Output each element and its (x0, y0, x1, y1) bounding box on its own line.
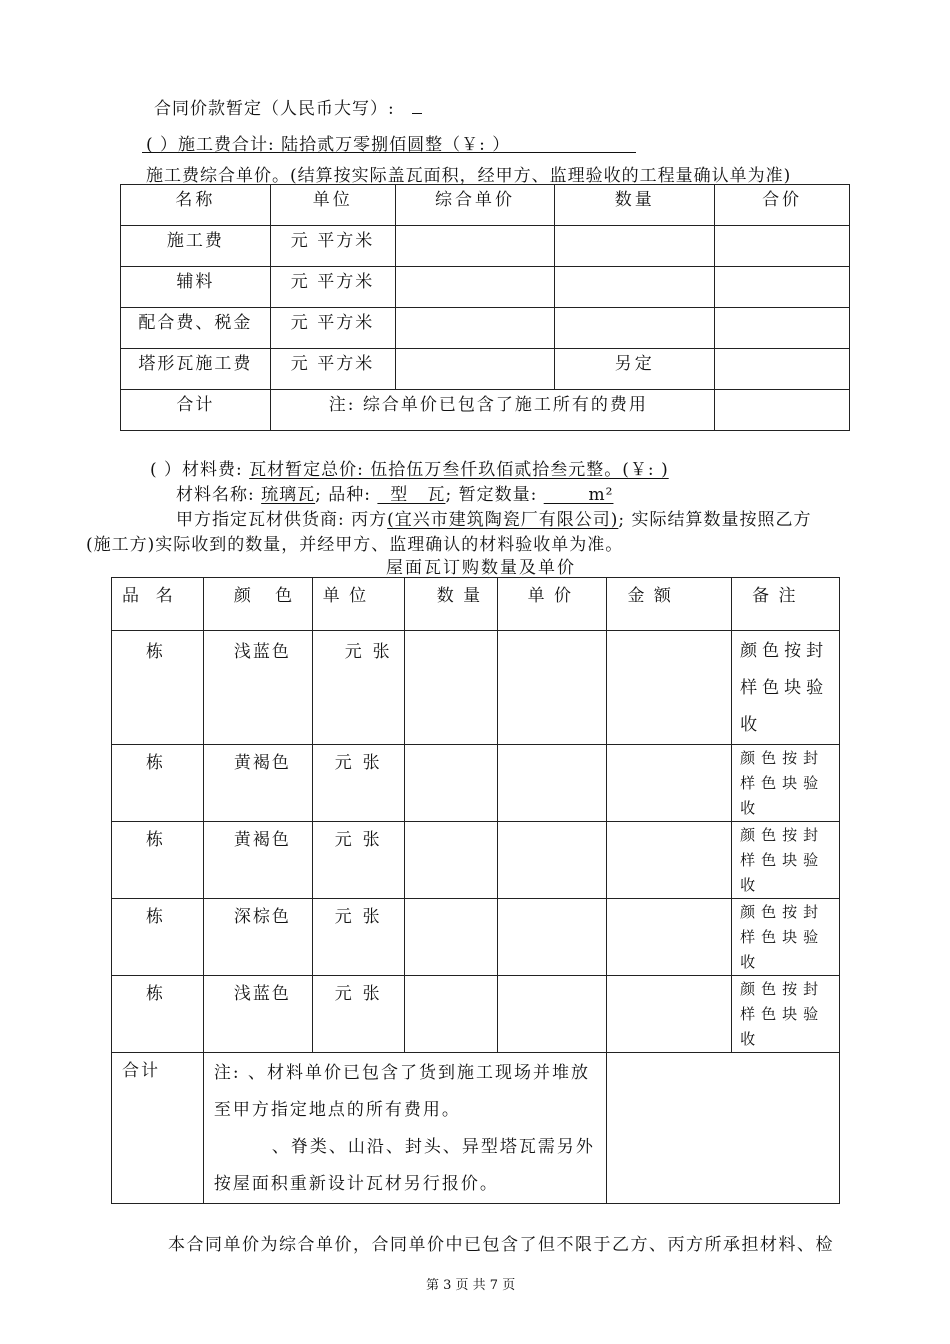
tile-color: 黄褐色 (203, 745, 312, 822)
tile-unit-price (497, 822, 607, 899)
header-unit: 单 位 (312, 578, 404, 631)
row-name: 辅料 (121, 267, 271, 308)
header-color: 颜 色 (203, 578, 312, 631)
row-total (715, 349, 850, 390)
tile-amount (607, 976, 732, 1053)
construction-fee-line: ( ）施工费合计: 陆拾贰万零捌佰圆整（￥: ） (146, 135, 511, 155)
row-name: 塔形瓦施工费 (121, 349, 271, 390)
header-unit-price: 单 价 (497, 578, 607, 631)
tile-unit: 元 张 (312, 899, 404, 976)
contract-price-label: 合同价款暂定（人民币大写）: (154, 99, 395, 119)
page-footer: 第 3 页 共 7 页 (426, 1278, 516, 1293)
row-name: 施工费 (121, 226, 271, 267)
row-unit: 元 平方米 (270, 226, 395, 267)
tile-amount (607, 822, 732, 899)
tile-amount (607, 899, 732, 976)
material-fee-text: 瓦材暂定总价: 伍拾伍万叁仟玖佰贰拾叁元整。(￥: ) (249, 460, 669, 480)
header-remark: 备 注 (732, 578, 840, 631)
header-name: 名称 (121, 185, 271, 226)
table-row (112, 899, 840, 976)
tile-unit: 元 张 (312, 822, 404, 899)
tile-amount (607, 631, 732, 745)
tile-name: 栋 (112, 745, 204, 822)
tile-unit: 元 张 (312, 745, 404, 822)
tile-remark: 颜色按封样色块验收 (732, 899, 840, 976)
tile-unit-price (497, 631, 607, 745)
row-quantity (555, 226, 715, 267)
material-kind-label: ; 品种: (315, 485, 371, 505)
tile-remark: 颜色按封样色块验收 (732, 822, 840, 899)
tile-total-note (203, 1053, 607, 1204)
table-row (112, 745, 840, 822)
tile-total-note-2: 、脊类、山沿、封头、异型塔瓦需另外按屋面积重新设计瓦材另行报价。 (213, 1137, 595, 1194)
total-amount (715, 390, 850, 431)
table-row (112, 822, 840, 899)
contract-price-blank (412, 113, 422, 114)
row-unit-price (395, 267, 555, 308)
header-product: 品 名 (112, 578, 204, 631)
fee-table-header (121, 185, 850, 226)
tile-remark: 颜色按封样色块验收 (732, 745, 840, 822)
tile-color: 黄褐色 (203, 822, 312, 899)
header-unit: 单位 (270, 185, 395, 226)
row-unit: 元 平方米 (270, 308, 395, 349)
table-row (121, 226, 850, 267)
tile-table (111, 577, 840, 1204)
tile-quantity (404, 899, 497, 976)
table-row (121, 308, 850, 349)
header-quantity: 数量 (555, 185, 715, 226)
tile-color: 深棕色 (203, 899, 312, 976)
row-unit-price (395, 226, 555, 267)
material-qty-value: m² (543, 485, 614, 505)
material-fee-prefix: ( ）材料费: (150, 460, 243, 480)
tile-remark: 颜色按封样色块验收 (732, 976, 840, 1053)
material-fee-line (150, 455, 669, 480)
tile-quantity (404, 822, 497, 899)
material-name-line (176, 480, 613, 505)
tile-unit-price (497, 899, 607, 976)
row-unit: 元 平方米 (270, 267, 395, 308)
tile-unit: 元 张 (312, 976, 404, 1053)
closing-paragraph: 本合同单价为综合单价，合同单价中已包含了但不限于乙方、丙方所承担材料、检 (168, 1235, 834, 1255)
row-unit-price (395, 349, 555, 390)
fee-total-row (121, 390, 850, 431)
tile-name: 栋 (112, 976, 204, 1053)
construction-fee-underline (142, 152, 636, 153)
total-label: 合计 (121, 390, 271, 431)
tile-quantity (404, 745, 497, 822)
row-total (715, 226, 850, 267)
material-name-value: 琉璃瓦 (261, 485, 316, 505)
tile-name: 栋 (112, 822, 204, 899)
supplier-label: 甲方指定瓦材供货商: 丙方 (176, 510, 388, 530)
supplier-line (176, 505, 812, 530)
header-total: 合价 (715, 185, 850, 226)
table-row (112, 976, 840, 1053)
header-amount: 金 额 (607, 578, 732, 631)
tile-unit-price (497, 976, 607, 1053)
tile-total-row (112, 1053, 840, 1204)
table-row (121, 267, 850, 308)
tile-quantity (404, 631, 497, 745)
material-kind-value: 型 瓦 (377, 485, 446, 505)
supplier-name: (宜兴市建筑陶瓷厂有限公司) (387, 510, 619, 530)
tile-total-label: 合计 (112, 1053, 204, 1204)
tile-name: 栋 (112, 631, 204, 745)
table-row (112, 631, 840, 745)
tile-name: 栋 (112, 899, 204, 976)
fee-table (120, 184, 850, 431)
unit-price-note: 施工费综合单价。(结算按实际盖瓦面积，经甲方、监理验收的工程量确认单为准) (146, 166, 792, 186)
tile-amount (607, 745, 732, 822)
tile-quantity (404, 976, 497, 1053)
row-unit: 元 平方米 (270, 349, 395, 390)
row-quantity (555, 267, 715, 308)
tile-table-title: 屋面瓦订购数量及单价 (386, 558, 576, 578)
row-quantity (555, 308, 715, 349)
tile-total-note-1: 注: 、材料单价已包含了货到施工现场并堆放至甲方指定地点的所有费用。 (213, 1063, 590, 1120)
row-total (715, 308, 850, 349)
tile-unit: 元 张 (312, 631, 404, 745)
row-name: 配合费、税金 (121, 308, 271, 349)
material-qty-label: ; 暂定数量: (445, 485, 538, 505)
tile-remark: 颜色按封样色块验收 (732, 631, 840, 745)
supplier-rest: ; 实际结算数量按照乙方 (618, 510, 812, 530)
tile-table-header (112, 578, 840, 631)
tile-color: 浅蓝色 (203, 631, 312, 745)
tile-color: 浅蓝色 (203, 976, 312, 1053)
total-note: 注: 综合单价已包含了施工所有的费用 (270, 390, 714, 431)
material-name-label: 材料名称: (176, 485, 255, 505)
header-quantity: 数 量 (404, 578, 497, 631)
row-total (715, 267, 850, 308)
header-unit-price: 综合单价 (395, 185, 555, 226)
row-quantity-note: 另定 (555, 349, 715, 390)
supplier-line-2: (施工方)实际收到的数量，并经甲方、监理确认的材料验收单为准。 (86, 535, 624, 555)
table-row (121, 349, 850, 390)
tile-unit-price (497, 745, 607, 822)
tile-total-amount (607, 1053, 840, 1204)
row-unit-price (395, 308, 555, 349)
